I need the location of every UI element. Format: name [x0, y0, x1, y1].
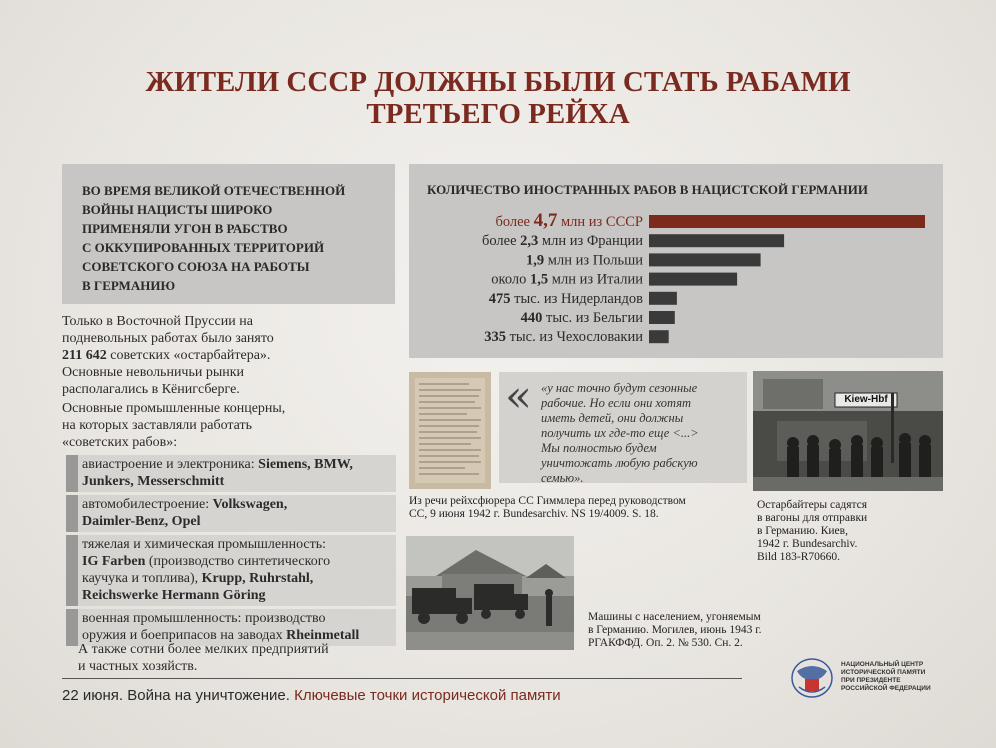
industry-companies: Reichswerke Hermann Göring: [82, 588, 266, 603]
mogilev-trucks-image: [406, 536, 574, 650]
industry-line: [82, 513, 392, 530]
chart-bar-label: 1,9 млн из Польши: [526, 252, 643, 269]
chart-bar: [649, 234, 784, 247]
concerns-text: [62, 400, 392, 451]
industry-line: [82, 496, 392, 513]
industry-companies: Siemens, BMW,: [258, 457, 353, 472]
intro-line: ВОЙНЫ НАЦИСТЫ ШИРОКО: [82, 202, 273, 217]
mogilev-trucks-photo: [406, 536, 574, 650]
page-title: [0, 66, 996, 130]
industry-line: [82, 587, 392, 604]
industry-item-automotive: [66, 495, 396, 532]
ostarbeiter-count: 211 642: [62, 348, 107, 363]
eagle-emblem-icon: [787, 657, 837, 699]
chart-bar: [649, 311, 675, 324]
industry-companies: Krupp, Ruhrstahl,: [201, 571, 314, 586]
prussia-line: [62, 347, 392, 364]
caption-line: Машины с населением, угоняемым: [588, 611, 761, 623]
prussia-line-rest: советских «остарбайтера».: [106, 348, 271, 363]
logo-line: ИСТОРИЧЕСКОЙ ПАМЯТИ: [841, 669, 926, 676]
intro-line: В ГЕРМАНИЮ: [82, 278, 176, 293]
caption-line: в Германию. Могилев, июнь 1943 г.: [588, 624, 762, 636]
caption-line: Остарбайтеры садятся: [757, 499, 868, 511]
footer-subtitle: Ключевые точки исторической памяти: [294, 687, 561, 704]
prussia-line: Основные невольничьи рынки: [62, 365, 245, 380]
chart-bar-label: 335 тыс. из Чехословакии: [484, 329, 643, 346]
industry-label: военная промышленность: производство: [82, 611, 326, 626]
industry-companies: Rheinmetall: [286, 628, 360, 643]
kiev-station-sign: Kiew-Hbf: [844, 394, 888, 405]
quote-line: рабочие. Но если они хотят: [541, 396, 692, 410]
industry-companies: Daimler-Benz, Opel: [82, 514, 201, 529]
himmler-caption: [409, 495, 749, 521]
chart-title: КОЛИЧЕСТВО ИНОСТРАННЫХ РАБОВ В НАЦИСТСКОЙ ГЕРМАНИИ: [427, 182, 869, 197]
chart-bar: [649, 292, 677, 305]
logo-line: НАЦИОНАЛЬНЫЙ ЦЕНТР: [841, 661, 924, 668]
industry-companies: Volkswagen,: [212, 497, 288, 512]
industry-label: авиастроение и электроника:: [82, 457, 259, 472]
caption-line: 1942 г. Bundesarchiv.: [757, 538, 858, 550]
industry-label: А также сотни более мелких предприятий: [78, 642, 329, 657]
chart-svg: [409, 164, 943, 358]
slave-count-chart: [409, 164, 943, 358]
page-title-line-1: ЖИТЕЛИ СССР ДОЛЖНЫ БЫЛИ СТАТЬ РАБАМИ: [145, 66, 851, 98]
chart-bar: [649, 273, 737, 286]
industry-note: каучука и топлива),: [82, 571, 202, 586]
industry-label: тяжелая и химическая промышленность:: [82, 537, 327, 552]
industry-item-other: [78, 641, 398, 675]
quote-line: получить их где-то еще <...>: [541, 426, 699, 440]
industry-label: и частных хозяйств.: [78, 659, 198, 674]
caption-line: Из речи рейхсфюрера СС Гиммлера перед руководством: [409, 495, 686, 507]
national-center-logo: [787, 657, 937, 699]
chart-bar-label: 440 тыс. из Бельгии: [520, 310, 643, 326]
mogilev-caption: [588, 611, 798, 650]
chart-bar: [649, 253, 761, 266]
page-title-line-2: ТРЕТЬЕГО РЕЙХА: [366, 98, 630, 130]
chart-bar: [649, 215, 925, 228]
industry-line: [82, 456, 392, 473]
intro-line: ВО ВРЕМЯ ВЕЛИКОЙ ОТЕЧЕСТВЕННОЙ: [82, 183, 346, 198]
document-photo: [409, 372, 491, 489]
caption-line: в вагоны для отправки: [757, 512, 868, 524]
quote-mark-icon: «: [505, 371, 532, 422]
kiev-caption: [757, 499, 937, 564]
concerns-line: «советских рабов»:: [62, 435, 178, 450]
intro-line: С ОККУПИРОВАННЫХ ТЕРРИТОРИЙ: [82, 240, 325, 255]
caption-line: СС, 9 июня 1942 г. Bundesarchiv. NS 19/4009. S. 18.: [409, 508, 659, 520]
quote-line: Мы полностью будем: [541, 441, 657, 455]
industry-companies: Junkers, Messerschmitt: [82, 474, 225, 489]
caption-line: РГАКФФД. Оп. 2. № 530. Сн. 2.: [588, 637, 743, 649]
himmler-quote: [499, 372, 747, 483]
industry-companies: IG Farben: [82, 554, 146, 569]
chart-bar-label: более 2,3 млн из Франции: [481, 233, 643, 250]
quote-line: уничтожать любую рабскую: [541, 456, 698, 470]
prussia-text: [62, 313, 392, 398]
industry-item-aviation: [66, 455, 396, 492]
intro-box: [62, 164, 395, 304]
chart-bar-label: около 1,5 млн из Италии: [491, 271, 643, 288]
chart-bar: [649, 330, 669, 343]
prussia-line: Только в Восточной Пруссии на: [62, 314, 253, 329]
chart-bar-label: более 4,7 млн из СССР: [495, 210, 643, 231]
footer-divider: [62, 678, 742, 679]
intro-line: ПРИМЕНЯЛИ УГОН В РАБСТВО: [82, 221, 288, 236]
industry-line: [82, 473, 392, 490]
quote-text: [541, 381, 741, 486]
quote-line: иметь детей, они должны: [541, 411, 684, 425]
industry-line: [82, 553, 392, 570]
industry-note: (производство синтетического: [145, 554, 331, 569]
industry-list: [66, 455, 396, 649]
quote-line: «у нас точно будут сезонные: [541, 381, 698, 395]
industry-note: оружия и боеприпасов на заводах: [82, 628, 287, 643]
prussia-line: подневольных работах было занято: [62, 331, 274, 346]
industry-line: [82, 570, 392, 587]
prussia-line: располагались в Кёнигсберге.: [62, 382, 240, 397]
kiev-station-image: [753, 371, 943, 491]
logo-text: [841, 661, 941, 693]
concerns-line: на которых заставляли работать: [62, 418, 253, 433]
document-image: [409, 372, 491, 489]
footer: [62, 687, 561, 704]
industry-item-heavy-chemical: [66, 535, 396, 606]
industry-label: автомобилестроение:: [82, 497, 213, 512]
concerns-line: Основные промышленные концерны,: [62, 401, 286, 416]
logo-line: ПРИ ПРЕЗИДЕНТЕ: [841, 677, 901, 684]
footer-series-title: 22 июня. Война на уничтожение.: [62, 687, 295, 704]
kiev-station-photo: [753, 371, 943, 491]
caption-line: Bild 183-R70660.: [757, 551, 841, 563]
logo-line: РОССИЙСКОЙ ФЕДЕРАЦИИ: [841, 685, 931, 692]
quote-line: семью».: [541, 471, 584, 485]
chart-bar-label: 475 тыс. из Нидерландов: [488, 290, 643, 307]
caption-line: в Германию. Киев,: [757, 525, 848, 537]
intro-line: СОВЕТСКОГО СОЮЗА НА РАБОТЫ: [82, 259, 310, 274]
